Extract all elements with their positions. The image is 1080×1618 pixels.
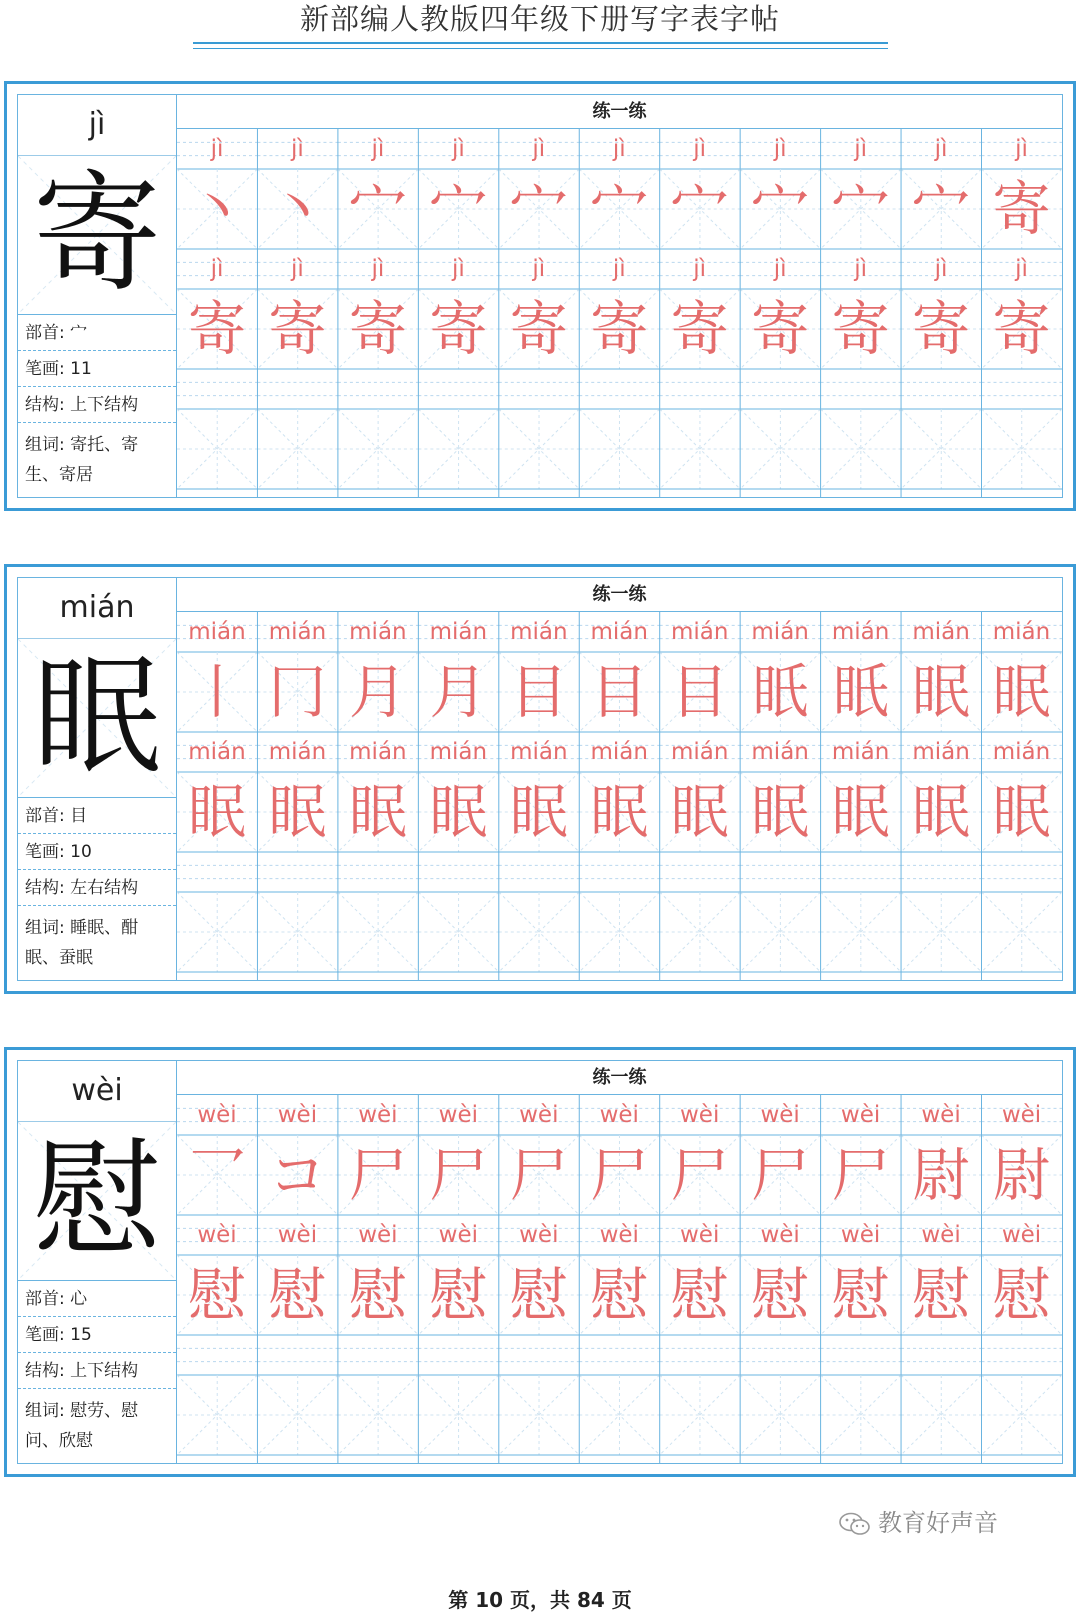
stroke-order-step[interactable]: 眠	[992, 658, 1051, 726]
practice-pinyin: wèi	[277, 1222, 318, 1248]
practice-grid	[177, 129, 1062, 497]
blank-writing-cell[interactable]	[660, 892, 740, 972]
practice-pinyin: jì	[532, 256, 546, 282]
structure-info: 结构: 左右结构	[18, 871, 176, 906]
stroke-order-step[interactable]: 尸	[831, 1141, 890, 1209]
blank-writing-cell[interactable]	[579, 892, 659, 972]
practice-pinyin: wèi	[438, 1102, 479, 1128]
stroke-order-step[interactable]: 月	[429, 658, 488, 726]
trace-character[interactable]: 眠	[992, 778, 1051, 846]
blank-writing-cell[interactable]	[982, 409, 1062, 489]
practice-pinyin: jì	[371, 256, 385, 282]
trace-character[interactable]: 寄	[268, 295, 327, 363]
stroke-order-step[interactable]: 眂	[751, 658, 810, 726]
practice-pinyin: mián	[188, 739, 246, 765]
stroke-order-step[interactable]: 尸	[670, 1141, 729, 1209]
practice-pinyin: mián	[510, 619, 568, 645]
practice-area	[177, 1061, 1062, 1463]
model-character-cell	[18, 1122, 176, 1281]
practice-pinyin: wèi	[1001, 1102, 1042, 1128]
practice-pinyin: jì	[693, 256, 707, 282]
practice-pinyin: mián	[831, 739, 890, 765]
stroke-order-step[interactable]: 尸	[751, 1141, 810, 1209]
stroke-order-step[interactable]: 宀	[429, 175, 488, 243]
trace-character[interactable]: 慰	[992, 1261, 1051, 1329]
trace-character[interactable]: 慰	[670, 1261, 729, 1329]
stroke-order-step[interactable]: 丨	[187, 658, 246, 726]
stroke-order-step[interactable]: 月	[348, 658, 407, 726]
wechat-icon	[838, 1512, 872, 1536]
stroke-order-step[interactable]: 尉	[912, 1141, 971, 1209]
character-info	[18, 578, 177, 980]
stroke-order-step[interactable]: 眠	[912, 658, 971, 726]
watermark-text: 教育好声音	[878, 1509, 998, 1537]
practice-pinyin: mián	[912, 739, 970, 765]
model-character-cell	[18, 639, 176, 798]
practice-pinyin: wèi	[277, 1102, 318, 1128]
stroke-order-step[interactable]: 宀	[912, 175, 971, 243]
stroke-order-step[interactable]: 宀	[348, 175, 407, 243]
stroke-order-step[interactable]: 宀	[590, 175, 649, 243]
blank-writing-cell[interactable]	[740, 892, 820, 972]
stroke-order-step[interactable]: 宀	[831, 175, 890, 243]
practice-pinyin: mián	[349, 739, 407, 765]
stroke-order-step[interactable]: 尸	[509, 1141, 568, 1209]
page-footer: 第 10 页，共 84 页	[448, 1588, 632, 1612]
practice-area	[177, 95, 1062, 497]
stroke-order-step[interactable]: 目	[590, 658, 649, 726]
stroke-order-step[interactable]: 宀	[509, 175, 568, 243]
practice-pinyin: jì	[532, 136, 546, 162]
trace-character[interactable]: 慰	[590, 1261, 649, 1329]
radical-info: 部首: 目	[18, 799, 176, 834]
practice-pinyin: wèi	[1001, 1222, 1042, 1248]
page-title: 新部编人教版四年级下册写字表字帖	[299, 2, 780, 36]
practice-pinyin: wèi	[760, 1102, 800, 1128]
stroke-order-step[interactable]: 冂	[268, 658, 327, 726]
practice-pinyin: jì	[934, 136, 948, 162]
stroke-order-step[interactable]: 寄	[992, 175, 1051, 243]
stroke-count-info: 笔画: 11	[18, 352, 176, 387]
trace-character[interactable]: 眠	[348, 778, 407, 846]
blank-writing-cell[interactable]	[499, 1375, 579, 1455]
practice-pinyin: mián	[831, 619, 890, 645]
practice-pinyin: jì	[693, 136, 707, 162]
stroke-order-step[interactable]: 尉	[992, 1141, 1051, 1209]
blank-writing-cell[interactable]	[499, 892, 579, 972]
practice-pinyin: mián	[429, 739, 488, 765]
practice-pinyin: wèi	[197, 1102, 237, 1128]
blank-writing-cell[interactable]	[901, 1375, 981, 1455]
practice-pinyin: wèi	[840, 1102, 881, 1128]
character-block	[4, 564, 1076, 994]
practice-pinyin: wèi	[519, 1222, 559, 1248]
trace-character[interactable]: 慰	[509, 1261, 568, 1329]
practice-pinyin: jì	[854, 256, 867, 282]
practice-grid	[177, 612, 1062, 980]
trace-character[interactable]: 寄	[831, 295, 890, 363]
practice-pinyin: jì	[854, 136, 867, 162]
practice-pinyin: jì	[371, 136, 385, 162]
practice-pinyin: wèi	[197, 1222, 237, 1248]
character-info	[18, 1061, 177, 1463]
stroke-order-step[interactable]: 丶	[268, 175, 327, 243]
practice-area	[177, 578, 1062, 980]
practice-pinyin: jì	[1015, 136, 1028, 162]
practice-pinyin: wèi	[680, 1222, 720, 1248]
blank-writing-cell[interactable]	[257, 409, 337, 489]
trace-character[interactable]: 慰	[268, 1261, 327, 1329]
practice-pinyin: jì	[612, 136, 626, 162]
practice-pinyin: mián	[510, 739, 568, 765]
main-pinyin: mián	[18, 578, 176, 639]
blank-writing-cell[interactable]	[901, 892, 981, 972]
main-pinyin: jì	[18, 95, 176, 156]
practice-pinyin: jì	[210, 136, 224, 162]
stroke-order-step[interactable]: 宀	[751, 175, 810, 243]
trace-character[interactable]: 寄	[751, 295, 810, 363]
practice-pinyin: mián	[992, 739, 1051, 765]
practice-pinyin: wèi	[358, 1102, 398, 1128]
trace-character[interactable]: 眠	[831, 778, 890, 846]
practice-pinyin: wèi	[358, 1222, 398, 1248]
word-examples: 组词: 寄托、寄生、寄居	[25, 435, 139, 485]
stroke-order-step[interactable]: 宀	[670, 175, 729, 243]
trace-character[interactable]: 寄	[509, 295, 568, 363]
practice-pinyin: wèi	[760, 1222, 800, 1248]
practice-pinyin: mián	[188, 619, 246, 645]
practice-pinyin: mián	[349, 619, 407, 645]
practice-pinyin: wèi	[680, 1102, 720, 1128]
blank-writing-cell[interactable]	[821, 409, 901, 489]
practice-pinyin: mián	[992, 619, 1051, 645]
trace-character[interactable]: 眠	[429, 778, 488, 846]
stroke-order-step[interactable]: 目	[509, 658, 568, 726]
practice-heading: 练一练	[177, 1061, 1062, 1095]
trace-character[interactable]: 寄	[187, 295, 246, 363]
blank-writing-cell[interactable]	[740, 1375, 820, 1455]
practice-pinyin: mián	[268, 739, 327, 765]
practice-pinyin: mián	[751, 739, 809, 765]
practice-pinyin: mián	[429, 619, 488, 645]
practice-pinyin: wèi	[438, 1222, 479, 1248]
structure-info: 结构: 上下结构	[18, 388, 176, 423]
stroke-order-step[interactable]: 眂	[831, 658, 890, 726]
character-info	[18, 95, 177, 497]
trace-character[interactable]: 慰	[912, 1261, 971, 1329]
blank-writing-cell[interactable]	[660, 1375, 740, 1455]
practice-heading: 练一练	[177, 578, 1062, 612]
stroke-order-step[interactable]: 丶	[187, 175, 246, 243]
practice-pinyin: mián	[590, 739, 648, 765]
blank-writing-cell[interactable]	[982, 1375, 1062, 1455]
practice-pinyin: mián	[590, 619, 648, 645]
practice-pinyin: jì	[773, 136, 787, 162]
trace-character[interactable]: 寄	[912, 295, 971, 363]
radical-info: 部首: 宀	[18, 316, 176, 351]
practice-pinyin: jì	[291, 136, 304, 162]
stroke-order-step[interactable]: 尸	[590, 1141, 649, 1209]
watermark	[838, 1503, 998, 1543]
blank-writing-cell[interactable]	[177, 892, 257, 972]
practice-pinyin: mián	[268, 619, 327, 645]
main-pinyin: wèi	[18, 1061, 176, 1122]
blank-writing-cell[interactable]	[418, 409, 498, 489]
trace-character[interactable]: 寄	[590, 295, 649, 363]
blank-writing-cell[interactable]	[418, 1375, 498, 1455]
stroke-order-step[interactable]: 目	[670, 658, 729, 726]
structure-info: 结构: 上下结构	[18, 1354, 176, 1389]
blank-writing-cell[interactable]	[579, 409, 659, 489]
blank-writing-cell[interactable]	[901, 409, 981, 489]
practice-pinyin: jì	[773, 256, 787, 282]
trace-character[interactable]: 慰	[429, 1261, 488, 1329]
blank-writing-cell[interactable]	[177, 1375, 257, 1455]
practice-pinyin: wèi	[599, 1222, 639, 1248]
trace-character[interactable]: 眠	[187, 778, 246, 846]
word-examples: 组词: 慰劳、慰问、欣慰	[25, 1401, 139, 1451]
character-block	[4, 1047, 1076, 1477]
practice-pinyin: jì	[934, 256, 948, 282]
blank-writing-cell[interactable]	[338, 409, 418, 489]
trace-character[interactable]: 寄	[429, 295, 488, 363]
stroke-order-step[interactable]: 尸	[348, 1141, 407, 1209]
practice-pinyin: wèi	[519, 1102, 559, 1128]
radical-info: 部首: 心	[18, 1282, 176, 1317]
trace-character[interactable]: 眠	[912, 778, 971, 846]
blank-writing-cell[interactable]	[257, 1375, 337, 1455]
practice-heading: 练一练	[177, 95, 1062, 129]
practice-pinyin: mián	[670, 619, 729, 645]
practice-pinyin: mián	[912, 619, 970, 645]
trace-character[interactable]: 寄	[670, 295, 729, 363]
blank-writing-cell[interactable]	[821, 892, 901, 972]
blank-writing-cell[interactable]	[338, 892, 418, 972]
title-rule	[193, 42, 888, 44]
blank-writing-cell[interactable]	[177, 409, 257, 489]
word-examples: 组词: 睡眠、酣眠、蚕眠	[25, 918, 139, 968]
blank-writing-cell[interactable]	[821, 1375, 901, 1455]
practice-pinyin: jì	[1015, 256, 1028, 282]
character-block	[4, 81, 1076, 511]
trace-character[interactable]: 眠	[590, 778, 649, 846]
blank-writing-cell[interactable]	[579, 1375, 659, 1455]
model-character: 眠	[32, 643, 161, 792]
practice-pinyin: jì	[291, 256, 304, 282]
practice-pinyin: mián	[751, 619, 809, 645]
blank-writing-cell[interactable]	[418, 892, 498, 972]
trace-character[interactable]: 眠	[268, 778, 327, 846]
stroke-order-step[interactable]: 尸	[429, 1141, 488, 1209]
stroke-count-info: 笔画: 15	[18, 1318, 176, 1353]
blank-writing-cell[interactable]	[257, 892, 337, 972]
practice-pinyin: jì	[612, 256, 626, 282]
practice-pinyin: wèi	[921, 1222, 961, 1248]
trace-character[interactable]: 寄	[348, 295, 407, 363]
practice-pinyin: jì	[451, 136, 465, 162]
trace-character[interactable]: 慰	[187, 1261, 246, 1329]
title-rule	[193, 48, 888, 49]
trace-character[interactable]: 慰	[831, 1261, 890, 1329]
stroke-count-info: 笔画: 10	[18, 835, 176, 870]
stroke-order-step[interactable]: 乛	[187, 1141, 246, 1209]
trace-character[interactable]: 慰	[348, 1261, 407, 1329]
model-character: 慰	[32, 1126, 161, 1275]
practice-pinyin: wèi	[599, 1102, 639, 1128]
model-character-cell	[18, 156, 176, 315]
blank-writing-cell[interactable]	[499, 409, 579, 489]
blank-writing-cell[interactable]	[660, 409, 740, 489]
practice-pinyin: mián	[670, 739, 729, 765]
blank-writing-cell[interactable]	[740, 409, 820, 489]
character-panel	[17, 577, 1063, 981]
practice-pinyin: wèi	[840, 1222, 881, 1248]
trace-character[interactable]: 寄	[992, 295, 1051, 363]
blank-writing-cell[interactable]	[982, 892, 1062, 972]
trace-character[interactable]: 眠	[509, 778, 568, 846]
model-character: 寄	[32, 160, 161, 309]
trace-character[interactable]: 慰	[751, 1261, 810, 1329]
practice-pinyin: jì	[210, 256, 224, 282]
practice-grid	[177, 1095, 1062, 1463]
practice-pinyin: wèi	[921, 1102, 961, 1128]
character-panel	[17, 94, 1063, 498]
trace-character[interactable]: 眠	[751, 778, 810, 846]
practice-pinyin: jì	[451, 256, 465, 282]
trace-character[interactable]: 眠	[670, 778, 729, 846]
blank-writing-cell[interactable]	[338, 1375, 418, 1455]
stroke-order-step[interactable]: コ	[268, 1141, 327, 1209]
character-panel	[17, 1060, 1063, 1464]
